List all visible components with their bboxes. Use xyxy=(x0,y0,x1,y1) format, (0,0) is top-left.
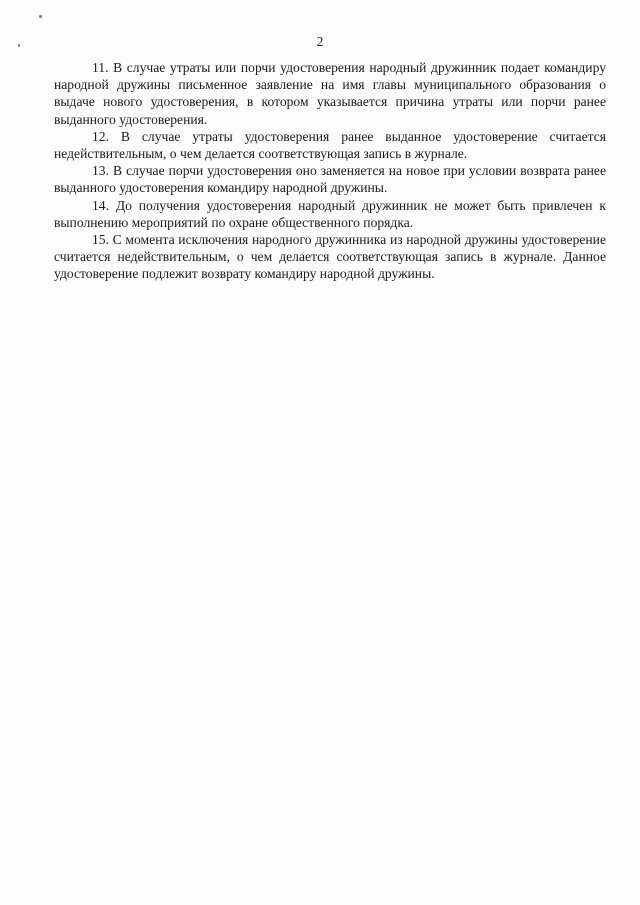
paragraph-15: 15. С момента исключения народного дружинника из народной дружины удостоверение считается недействительным, о чем делается соответствующая запись в журнале. Данное удостоверение подлежит возврату командиру народной дружины. xyxy=(54,232,606,282)
paragraph-14: 14. До получения удостоверения народный дружинник не может быть привлечен к выполнению мероприятий по охране общественного порядка. xyxy=(54,197,606,230)
document-body xyxy=(54,59,606,283)
paragraph-11: 11. В случае утраты или порчи удостоверения народный дружинник подает командиру народной дружины письменное заявление на имя главы муниципального образования о выдаче нового удостоверения, в котором указывается причина утраты или порчи ранее выданного удостоверения. xyxy=(54,60,606,127)
paragraph-13: 13. В случае порчи удостоверения оно заменяется на новое при условии возврата ранее выданного удостоверения командиру народной дружины. xyxy=(54,163,606,196)
scan-speck xyxy=(39,15,42,18)
paragraph-12: 12. В случае утраты удостоверения ранее выданное удостоверение считается недействительным, о чем делается соответствующая запись в журнале. xyxy=(54,128,606,162)
page-number: 2 xyxy=(316,34,324,49)
